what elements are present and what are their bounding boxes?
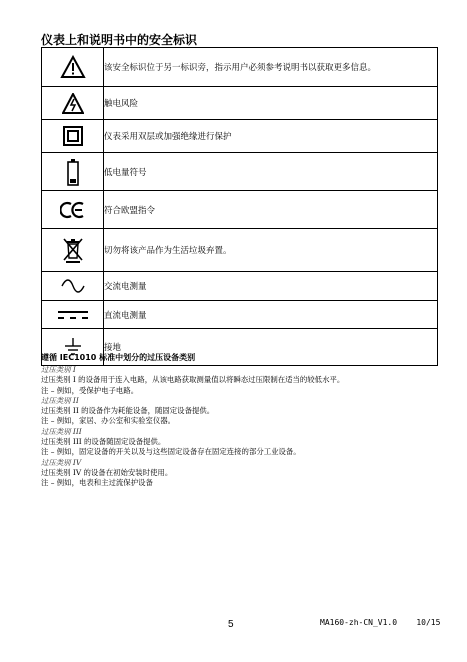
electric-shock-icon xyxy=(62,93,84,114)
paragraph-line: 注 – 例如，家居、办公室和实验室仪器。 xyxy=(41,416,176,426)
category-heading: 过压类别 IV xyxy=(41,457,82,467)
paragraph-line: 过压类别 III 的设备随固定设备提供。 xyxy=(41,437,166,447)
section-lines xyxy=(41,365,441,489)
paragraph-line: 过压类别 IV 的设备在初始安装时使用。 xyxy=(41,467,173,477)
double-insulation-icon xyxy=(63,126,83,146)
document-id: MA160-zh-CN_V1.0 10/15 xyxy=(320,618,441,627)
symbol-description: 符合欧盟指令 xyxy=(104,191,438,229)
table-row xyxy=(42,229,438,272)
page-number: 5 xyxy=(228,619,234,630)
page-title: 仪表上和说明书中的安全标识 xyxy=(41,33,198,47)
category-heading: 过压类别 I xyxy=(41,365,76,374)
symbol-description: 触电风险 xyxy=(104,87,438,120)
section-heading: 遵循 IEC1010 标准中划分的过压设备类别 xyxy=(41,353,196,362)
category-heading: 过压类别 III xyxy=(41,426,82,436)
table-row xyxy=(42,191,438,229)
symbol-description: 直流电测量 xyxy=(104,301,438,329)
symbol-description: 仪表采用双层或加强绝缘进行保护 xyxy=(104,120,438,153)
warning-triangle-icon xyxy=(60,55,86,79)
low-battery-icon xyxy=(67,158,79,186)
paragraph-line: 过压类别 II 的设备作为耗能设备，随固定设备提供。 xyxy=(41,406,215,416)
table-row xyxy=(42,153,438,191)
table-row xyxy=(42,272,438,301)
ac-wave-icon xyxy=(60,279,86,293)
symbol-description: 该安全标识位于另一标识旁，指示用户必须参考说明书以获取更多信息。 xyxy=(104,48,438,87)
paragraph-line: 注 – 例如，电表和主过流保护设备 xyxy=(41,478,153,488)
table-row xyxy=(42,301,438,329)
paragraph-line: 过压类别 I 的设备用于连入电路，从该电路获取测量值以将瞬态过压限制在适当的较低水平。 xyxy=(41,375,345,385)
symbol-description: 交流电测量 xyxy=(104,272,438,301)
symbol-description: 低电量符号 xyxy=(104,153,438,191)
table-row xyxy=(42,48,438,87)
crossed-bin-icon xyxy=(62,236,84,264)
symbol-description: 接地 xyxy=(104,329,438,366)
dc-icon xyxy=(56,309,90,321)
overvoltage-category-section xyxy=(41,352,441,489)
ce-mark-icon xyxy=(60,201,86,219)
category-heading: 过压类别 II xyxy=(41,395,79,405)
paragraph-line: 注 – 例如，受保护电子电路。 xyxy=(41,385,139,395)
safety-symbols-table xyxy=(41,47,438,366)
symbol-description: 切勿将该产品作为生活垃圾弃置。 xyxy=(104,229,438,272)
table-row xyxy=(42,87,438,120)
paragraph-line: 注 – 例如，固定设备的开关以及与这些固定设备存在固定连接的部分工业设备。 xyxy=(41,447,301,457)
table-row xyxy=(42,120,438,153)
